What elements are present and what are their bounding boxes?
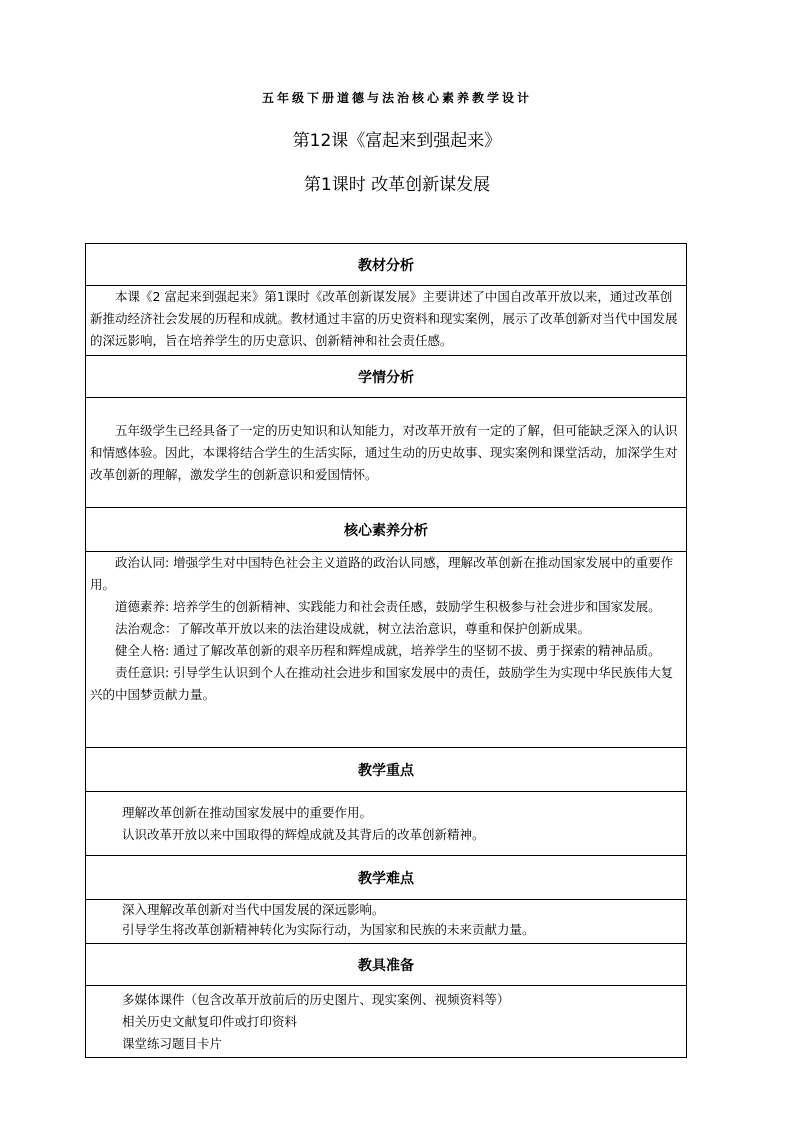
lesson-title: 第12课《富起来到强起来》 bbox=[292, 131, 502, 151]
section-body-key-points bbox=[86, 792, 687, 856]
paragraph: 责任意识: 引导学生认识到个人在推动社会进步和国家发展中的责任，鼓励学生为实现中华民族伟大复兴的中国梦贡献力量。 bbox=[90, 665, 674, 702]
paragraph: 相关历史文献复印件或打印资料 bbox=[122, 1013, 298, 1029]
paragraph: 引导学生将改革创新精神转化为实际行动，为国家和民族的未来贡献力量。 bbox=[122, 922, 535, 937]
section-body-teaching-aids bbox=[86, 986, 687, 1058]
section-heading-core-literacy: 核心素养分析 bbox=[86, 508, 687, 552]
document-title: 五年级下册道德与法治核心素养教学设计 bbox=[261, 91, 532, 105]
paragraph: 道德素养: 培养学生的创新精神、实践能力和社会责任感，鼓励学生积极参与社会进步和国家发展。 bbox=[115, 599, 661, 614]
period-title: 第1课时 改革创新谋发展 bbox=[303, 175, 491, 195]
paragraph: 健全人格: 通过了解改革创新的艰辛历程和辉煌成就，培养学生的坚韧不拔、勇于探索的精神品质。 bbox=[115, 643, 661, 658]
section-heading-difficulties: 教学难点 bbox=[86, 856, 687, 900]
section-heading-textbook-analysis: 教材分析 bbox=[86, 244, 687, 286]
section-heading-student-analysis: 学情分析 bbox=[86, 356, 687, 398]
section-body-student-analysis bbox=[86, 398, 687, 508]
paragraph: 理解改革创新在推动国家发展中的重要作用。 bbox=[122, 804, 373, 820]
paragraph: 认识改革开放以来中国取得的辉煌成就及其背后的改革创新精神。 bbox=[122, 826, 485, 842]
paragraph: 深入理解改革创新对当代中国发展的深远影响。 bbox=[122, 902, 385, 917]
paragraph: 课堂练习题目卡片 bbox=[122, 1035, 223, 1051]
section-body-core-literacy bbox=[86, 552, 687, 748]
paragraph: 五年级学生已经具备了一定的历史知识和认知能力，对改革开放有一定的了解，但可能缺乏深入的认识和情感体验。因此，本课将结合学生的生活实际，通过生动的历史故事、现实案例和课堂活动，加深学生对改革创新的理解，激发学生的创新意识和爱国情怀。 bbox=[90, 422, 678, 482]
paragraph: 多媒体课件（包含改革开放前后的历史图片、现实案例、视频资料等） bbox=[122, 991, 510, 1007]
paragraph: 法治观念：了解改革开放以来的法治建设成就，树立法治意识，尊重和保护创新成果。 bbox=[115, 621, 591, 636]
lesson-plan-table bbox=[85, 243, 687, 1058]
paragraph: 本课《2 富起来到强起来》第1课时《改革创新谋发展》主要讲述了中国自改革开放以来，通过改革创新推动经济社会发展的历程和成就。教材通过丰富的历史资料和现实案例，展示了改革创新对当代中国发展的深远影响，旨在培养学生的历史意识、创新精神和社会责任感。 bbox=[90, 289, 678, 348]
section-body-difficulties bbox=[86, 900, 687, 944]
section-heading-teaching-aids: 教具准备 bbox=[86, 944, 687, 986]
paragraph: 政治认同: 增强学生对中国特色社会主义道路的政治认同感，理解改革创新在推动国家发展中的重要作用。 bbox=[90, 555, 674, 592]
section-heading-key-points: 教学重点 bbox=[86, 748, 687, 792]
section-body-textbook-analysis bbox=[86, 286, 687, 356]
